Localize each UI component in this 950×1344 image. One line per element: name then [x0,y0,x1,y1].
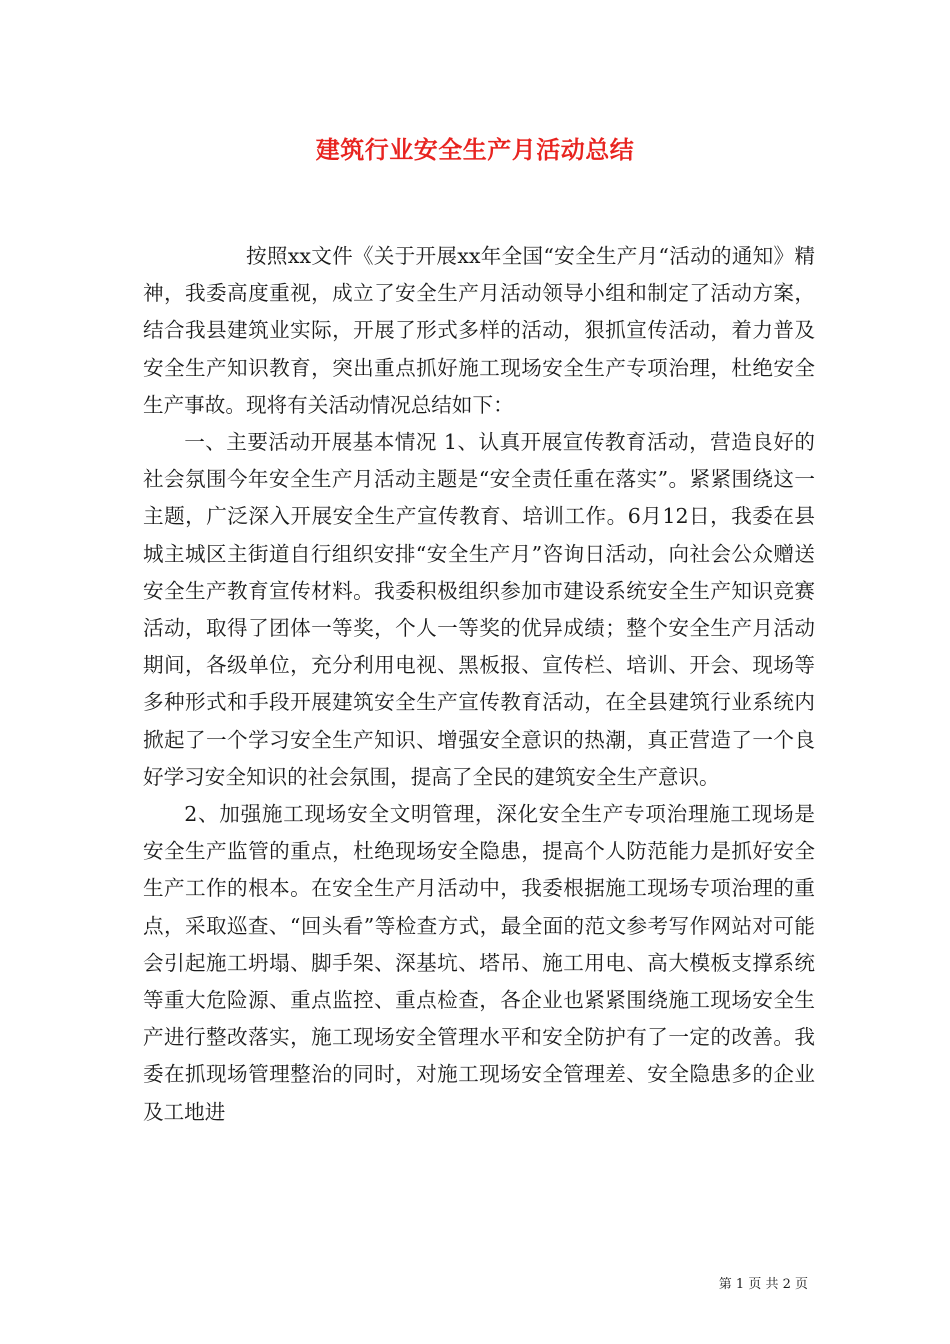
paragraph-intro: 按照xx文件《关于开展xx年全国“安全生产月“活动的通知》精神，我委高度重视，成立了安全生产月活动领导小组和制定了活动方案，结合我县建筑业实际，开展了形式多样的活动，狠抓宣传活动，着力普及安全生产知识教育，突出重点抓好施工现场安全生产专项治理，杜绝安全生产事故。现将有关活动情况总结如下： [143,244,815,417]
page-number-footer: 第 1 页 共 2 页 [718,1277,808,1292]
document-title: 建筑行业安全生产月活动总结 [315,136,635,164]
paragraph-section-2: 2、加强施工现场安全文明管理，深化安全生产专项治理施工现场是安全生产监管的重点，杜绝现场安全隐患，提高个人防范能力是抓好安全生产工作的根本。在安全生产月活动中，我委根据施工现场专项治理的重点，采取巡查、“回头看”等检查方式，最全面的范文参考写作网站对可能会引起施工坍塌、脚手架、深基坑、塔吊、施工用电、高大模板支撑系统等重大危险源、重点监控、重点检查，各企业也紧紧围绕施工现场安全生产进行整改落实，施工现场安全管理水平和安全防护有了一定的改善。我委在抓现场管理整治的同时，对施工现场安全管理差、安全隐患多的企业及工地进 [143,802,815,1124]
paragraph-section-1: 一、主要活动开展基本情况 1、认真开展宣传教育活动，营造良好的社会氛围今年安全生产月活动主题是“安全责任重在落实”。紧紧围绕这一主题，广泛深入开展安全生产宣传教育、培训工作。6月12日，我委在县城主城区主街道自行组织安排“安全生产月”咨询日活动，向社会公众赠送安全生产教育宣传材料。我委积极组织参加市建设系统安全生产知识竞赛活动，取得了团体一等奖，个人一等奖的优异成绩；整个安全生产月活动期间，各级单位，充分利用电视、黑板报、宣传栏、培训、开会、现场等多种形式和手段开展建筑安全生产宣传教育活动，在全县建筑行业系统内掀起了一个学习安全生产知识、增强安全意识的热潮，真正营造了一个良好学习安全知识的社会氛围，提高了全民的建筑安全生产意识。 [143,430,815,789]
document-body [143,238,815,1131]
